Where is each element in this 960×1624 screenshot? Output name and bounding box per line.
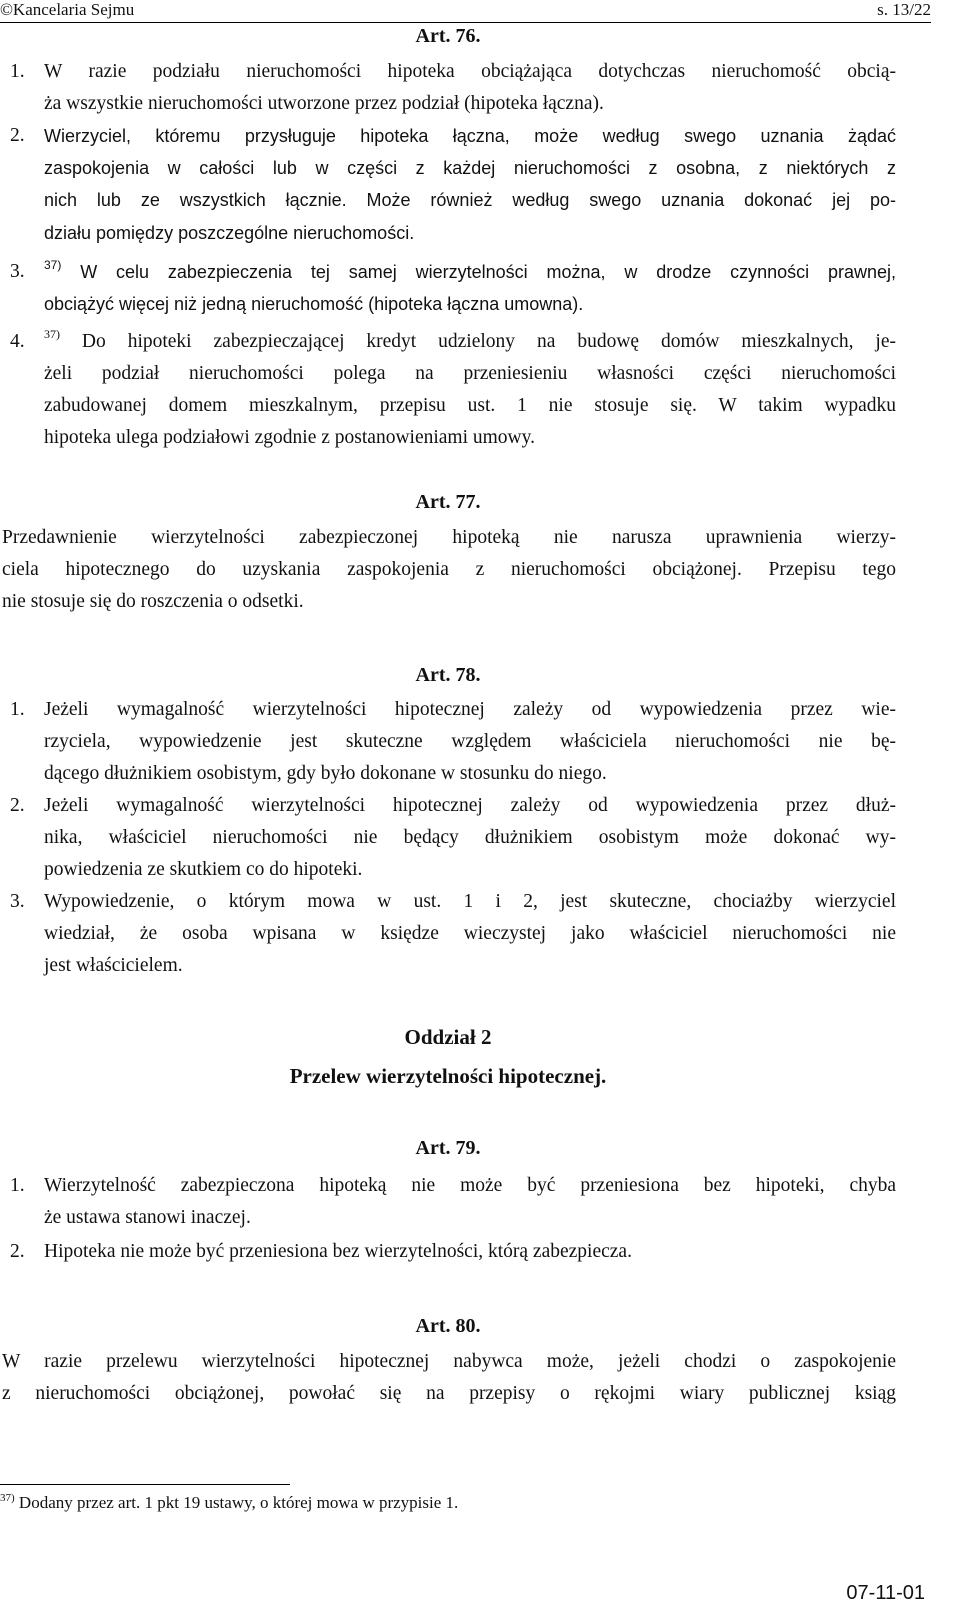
paragraph: [10, 790, 896, 886]
footnote: [0, 1493, 458, 1513]
text-line: nika, właściciel nieruchomości nie będący dłużnikiem osobistym może dokonać wy-: [44, 827, 896, 848]
text-line: żeli podział nieruchomości polega na przeniesieniu własności części nieruchomości: [44, 363, 896, 384]
section-subtitle: Przelew wierzytelności hipotecznej.: [289, 1064, 607, 1088]
text-line: wiedział, że osoba wpisana w księdze wieczystej jako właściciel nieruchomości nie: [44, 923, 896, 944]
text-line: W razie przelewu wierzytelności hipotecznej nabywca może, jeżeli chodzi o zaspokojenie: [2, 1351, 896, 1372]
footnote-marker: 37): [0, 1492, 15, 1504]
paragraph: [10, 1170, 896, 1234]
section-title: Oddział 2: [404, 1025, 492, 1049]
paragraph: [10, 1236, 896, 1268]
text-line: powiedzenia ze skutkiem co do hipoteki.: [44, 859, 363, 880]
text-line: rzyciela, wypowiedzenie jest skuteczne względem właściciela nieruchomości nie bę-: [44, 731, 896, 752]
text-line: zaspokojenia w całości lub w części z każdej nieruchomości z osobna, z niektórych z: [44, 158, 896, 178]
article-title: Art. 77.: [415, 491, 481, 513]
footnote-ref: 37): [44, 327, 60, 341]
text-line: [44, 326, 896, 358]
article-title: Art. 80.: [415, 1315, 481, 1337]
paragraph-number: 2.: [10, 1241, 25, 1262]
paragraph: [10, 694, 896, 790]
paragraph-number: 1.: [10, 61, 25, 82]
text-run: Do hipoteki zabezpieczającej kredyt udzielony na budowę domów mieszkalnych, je-: [60, 331, 896, 352]
text-line: Przedawnienie wierzytelności zabezpieczonej hipoteką nie narusza uprawnienia wierzy-: [2, 527, 896, 548]
document-date-code: 07-11-01: [846, 1582, 925, 1604]
text-line: ciela hipotecznego do uzyskania zaspokojenia z nieruchomości obciążonej. Przepisu tego: [2, 559, 896, 580]
paragraph: [10, 56, 896, 120]
text-run: nich lub ze wszystkich łącznie.: [44, 190, 347, 210]
text-line: hipoteka ulega podziałowi zgodnie z postanowieniami umowy.: [44, 427, 535, 448]
text-line: [44, 256, 896, 288]
article-title: Art. 76.: [415, 25, 481, 47]
text-line: jest właścicielem.: [44, 955, 183, 976]
text-line: Jeżeli wymagalność wierzytelności hipotecznej zależy od wypowiedzenia przez wie-: [44, 699, 896, 720]
paragraph: [10, 326, 896, 454]
paragraph: [10, 256, 896, 320]
text-line: Hipoteka nie może być przeniesiona bez wierzytelności, którą zabezpiecza.: [44, 1241, 632, 1262]
paragraph-number: 2.: [10, 125, 25, 146]
text-line: że ustawa stanowi inaczej.: [44, 1207, 251, 1228]
text-run: Może również według swego uznania dokonać jej po-: [346, 190, 896, 210]
text-line: dącego dłużnikiem osobistym, gdy było dokonane w stosunku do niego.: [44, 763, 607, 784]
paragraph-number: 3.: [10, 261, 25, 282]
paragraph-number: 1.: [10, 1175, 25, 1196]
text-line: Wierzytelność zabezpieczona hipoteką nie może być przeniesiona bez hipoteki, chyba: [44, 1175, 896, 1196]
footnote-divider: [0, 1484, 290, 1485]
paragraph-number: 1.: [10, 699, 25, 720]
text-line: działu pomiędzy poszczególne nieruchomości.: [44, 223, 415, 243]
text-line: nie stosuje się do roszczenia o odsetki.: [2, 591, 304, 612]
text-run: W celu zabezpieczenia tej samej wierzytelności można, w drodze czynności prawnej,: [61, 262, 896, 282]
text-line: zabudowanej domem mieszkalnym, przepisu ust. 1 nie stosuje się. W takim wypadku: [44, 395, 896, 416]
paragraph-number: 2.: [10, 795, 25, 816]
footnote-text: Dodany przez art. 1 pkt 19 ustawy, o której mowa w przypisie 1.: [14, 1493, 459, 1512]
article-title: Art. 79.: [415, 1137, 481, 1159]
footnote-ref: 37): [44, 258, 62, 272]
text-line: Wierzyciel, któremu przysługuje hipoteka łączna, może według swego uznania żądać: [44, 126, 896, 146]
publisher-label: ©Kancelaria Sejmu: [0, 0, 135, 19]
paragraph: [2, 522, 896, 618]
text-line: ża wszystkie nieruchomości utworzone przez podział (hipoteka łączna).: [44, 93, 604, 114]
text-line: Jeżeli wymagalność wierzytelności hipotecznej zależy od wypowiedzenia przez dłuż-: [44, 795, 896, 816]
page-number: s. 13/22: [877, 0, 931, 19]
paragraph-number: 4.: [10, 331, 25, 352]
text-line: Wypowiedzenie, o którym mowa w ust. 1 i 2, jest skuteczne, chociażby wierzyciel: [44, 891, 896, 912]
text-line: [44, 184, 896, 217]
page-header: [0, 0, 931, 23]
text-line: obciążyć więcej niż jedną nieruchomość (hipoteka łączna umowna).: [44, 294, 584, 314]
paragraph: [10, 886, 896, 982]
paragraph-number: 3.: [10, 891, 25, 912]
text-line: z nieruchomości obciążonej, powołać się na przepisy o rękojmi wiary publicznej ksiąg: [2, 1383, 896, 1404]
article-title: Art. 78.: [415, 664, 481, 686]
paragraph: [2, 1346, 896, 1410]
paragraph: [10, 120, 896, 249]
text-line: W razie podziału nieruchomości hipoteka obciążająca dotychczas nieruchomość obcią-: [44, 61, 896, 82]
